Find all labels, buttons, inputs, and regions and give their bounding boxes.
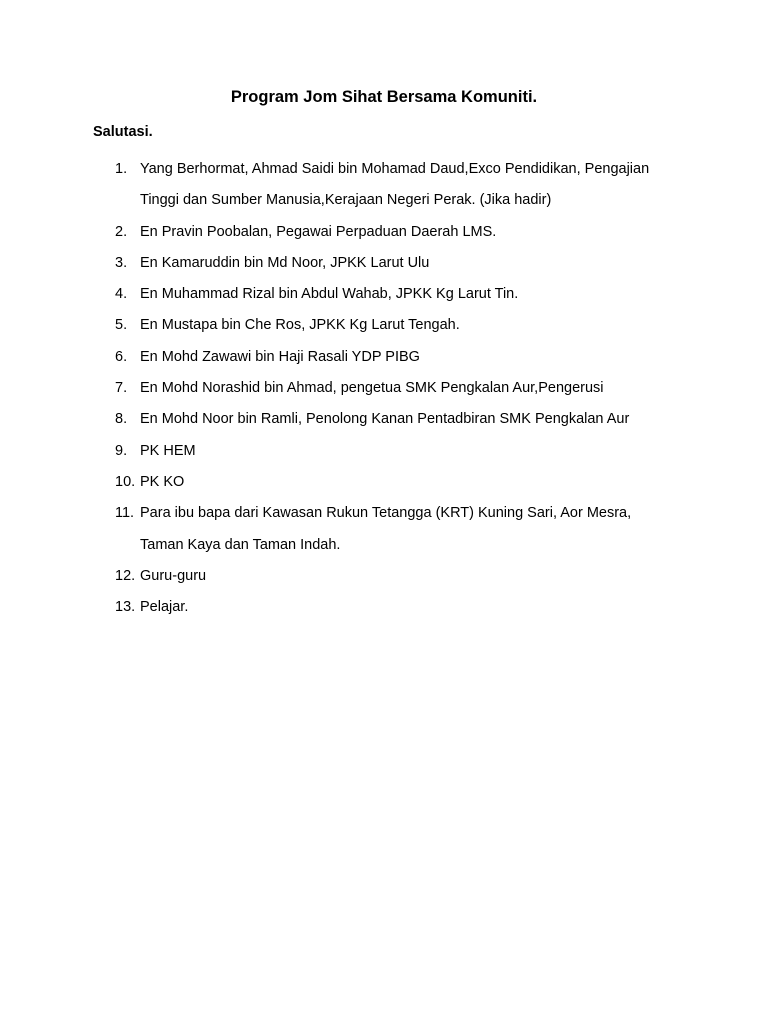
list-item-number: 7. xyxy=(115,380,128,397)
list-item-text: Pelajar. xyxy=(140,599,189,616)
list-item xyxy=(0,310,768,341)
list-item xyxy=(0,342,768,373)
list-item-text: En Mustapa bin Che Ros, JPKK Kg Larut Tengah. xyxy=(140,317,460,334)
list-item-text: Guru-guru xyxy=(140,567,207,584)
list-item xyxy=(0,217,768,248)
list-item-number: 13. xyxy=(115,599,136,616)
list-item-number: 4. xyxy=(115,286,128,303)
list-item-number: 5. xyxy=(115,317,128,334)
salutation-list xyxy=(0,154,768,623)
list-item-text: PK KO xyxy=(140,473,185,490)
list-item-number: 10. xyxy=(115,473,136,490)
list-item-number: 11. xyxy=(115,505,135,522)
list-item xyxy=(0,279,768,310)
list-item-number: 6. xyxy=(115,348,128,365)
list-item-text: En Mohd Noor bin Ramli, Penolong Kanan Pentadbiran SMK Pengkalan Aur xyxy=(140,411,630,428)
list-item xyxy=(0,436,768,467)
list-item xyxy=(0,561,768,592)
list-item xyxy=(0,154,768,217)
list-item-number: 1. xyxy=(115,161,128,177)
list-item xyxy=(0,592,768,623)
list-item-number: 3. xyxy=(115,254,128,271)
list-item xyxy=(0,467,768,498)
list-item-number: 9. xyxy=(115,442,128,459)
list-item xyxy=(0,248,768,279)
salutation-heading: Salutasi. xyxy=(93,124,153,140)
list-item-text: Para ibu bapa dari Kawasan Rukun Tetangga (KRT) Kuning Sari, Aor Mesra, Taman Kaya dan Taman Indah. xyxy=(140,505,632,553)
list-item-text: En Pravin Poobalan, Pegawai Perpaduan Daerah LMS. xyxy=(140,223,497,240)
list-item-text: En Kamaruddin bin Md Noor, JPKK Larut Ulu xyxy=(140,254,430,271)
list-item xyxy=(0,373,768,404)
list-item-text: En Mohd Zawawi bin Haji Rasali YDP PIBG xyxy=(140,348,420,365)
list-item-text: En Mohd Norashid bin Ahmad, pengetua SMK Pengkalan Aur,Pengerusi xyxy=(140,380,604,397)
document-title: Program Jom Sihat Bersama Komuniti. xyxy=(230,88,538,106)
list-item-number: 12. xyxy=(115,567,136,584)
list-item xyxy=(0,498,768,561)
list-item xyxy=(0,404,768,435)
list-item-number: 2. xyxy=(115,223,128,240)
list-item-text: PK HEM xyxy=(140,442,196,459)
list-item-text: Yang Berhormat, Ahmad Saidi bin Mohamad Daud,Exco Pendidikan, Pengajian Tinggi dan Sumber Manusia,Kerajaan Negeri Perak. (Jika hadir) xyxy=(140,161,650,209)
list-item-text: En Muhammad Rizal bin Abdul Wahab, JPKK Kg Larut Tin. xyxy=(140,286,519,303)
list-item-number: 8. xyxy=(115,411,128,428)
